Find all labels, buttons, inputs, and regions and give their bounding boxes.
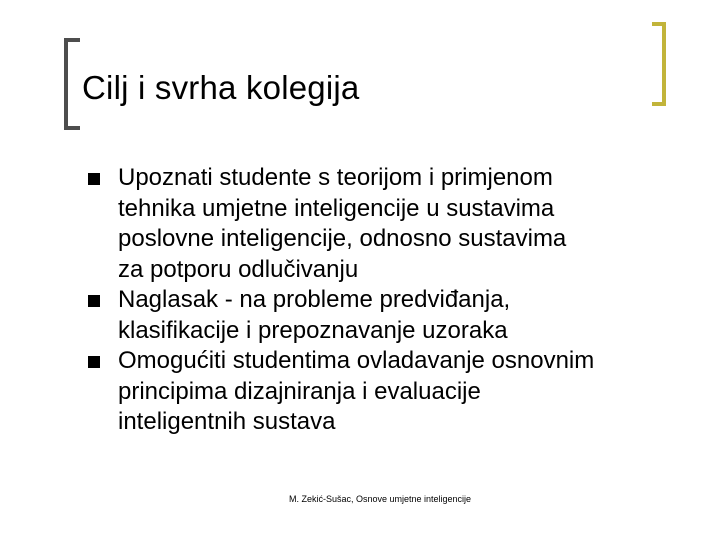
bullet-item-emphasis <box>88 285 688 346</box>
bullet-line: inteligentnih sustava <box>118 408 336 435</box>
bullet-list <box>88 163 688 438</box>
bullet-line: Omogućiti studentima ovladavanje osnovnim <box>118 347 595 374</box>
square-bullet-icon <box>88 295 100 307</box>
slide-footer: M. Zekić-Sušac, Osnove umjetne inteligencije <box>288 494 472 504</box>
bullet-line: klasifikacije i prepoznavanje uzoraka <box>118 316 508 344</box>
bullet-line: Upoznati studente s teorijom i primjenom <box>118 164 553 191</box>
bullet-line: tehnika umjetne inteligencije u sustavima <box>118 194 555 222</box>
bullet-line: za potporu odlučivanju <box>118 255 359 283</box>
slide-title: Cilj i svrha kolegija <box>82 69 360 106</box>
bullet-item-enable <box>88 346 688 438</box>
square-bullet-icon <box>88 173 100 185</box>
bullet-line: poslovne inteligencije, odnosno sustavima <box>118 225 567 252</box>
bullet-item-goal <box>88 163 688 285</box>
left-bracket-ornament <box>64 38 80 130</box>
bullet-line: principima dizajniranja i evaluacije <box>118 377 481 405</box>
bullet-line: Naglasak - na probleme predviđanja, <box>118 286 511 313</box>
right-bracket-ornament <box>652 22 666 106</box>
square-bullet-icon <box>88 356 100 368</box>
